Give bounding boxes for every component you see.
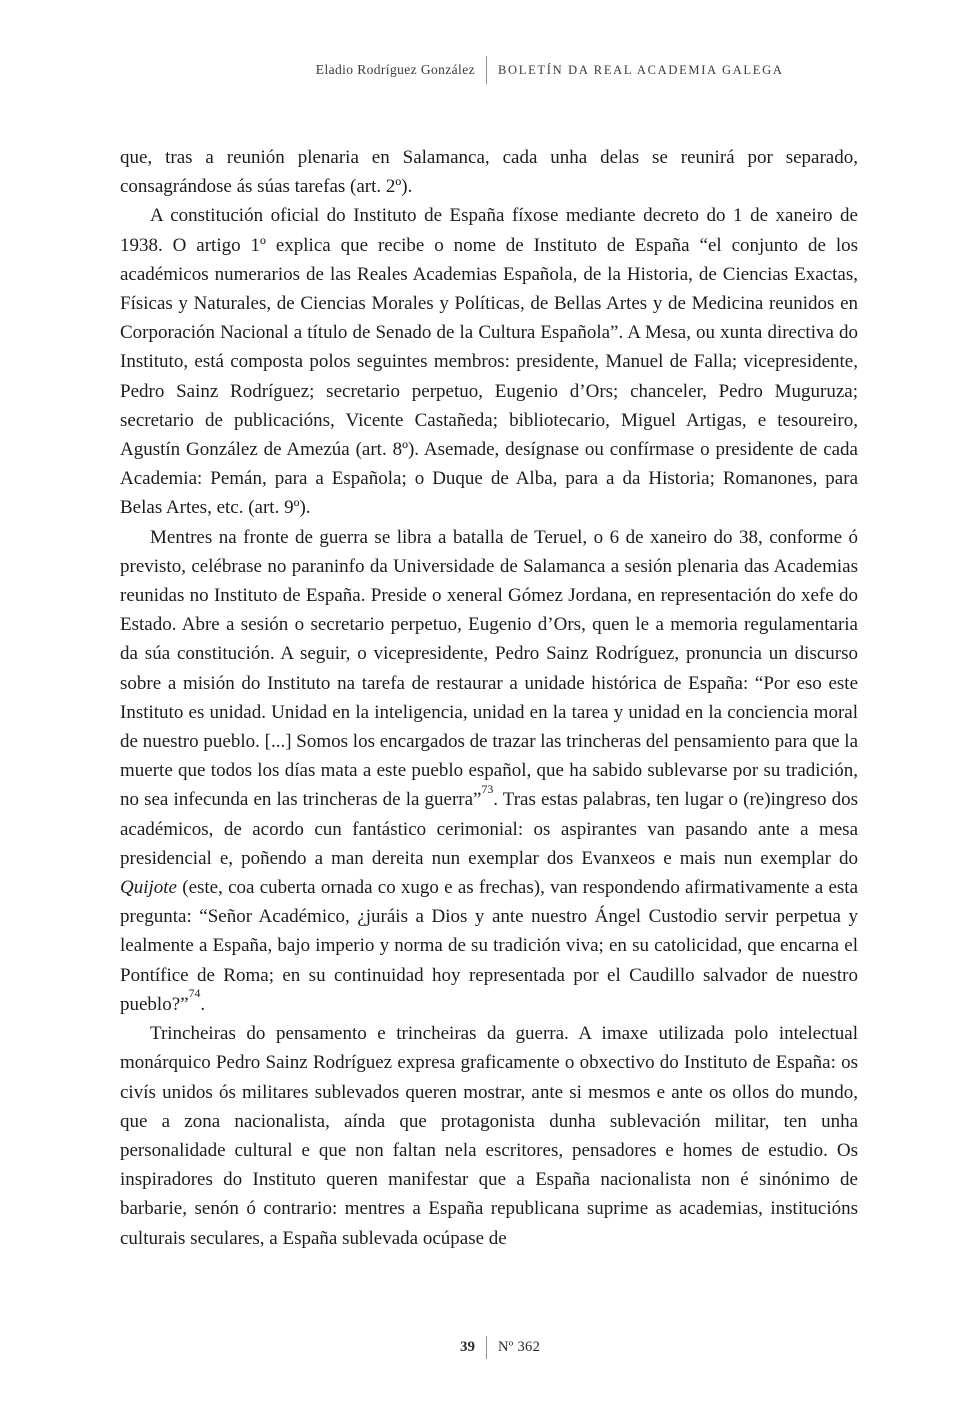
running-head-journal: BOLETÍN DA REAL ACADEMIA GALEGA — [498, 62, 784, 77]
text-run: Mentres na fronte de guerra se libra a batalla de Teruel, o 6 de xaneiro do 38, conforme ó previsto, celébrase no paraninfo da Universidade de Salamanca a sesión plenaria das Academias reunidas no Instituto de España. Preside o xeneral Gómez Jordana, en representación do xefe do Estado. Abre a sesión o secretario perpetuo, Eugenio d’Ors, quen le a memoria regulamentaria da súa constitución. A seguir, o vicepresidente, Pedro Sainz Rodríguez, pronuncia un discurso sobre a misión do Instituto na tarefa de restaurar a unidade histórica de España: “Por eso este Instituto es unidad. Unidad en la inteligencia, unidad en la tarea y unidad en la conciencia moral de nuestro pueblo. [...] Somos los encargados de trazar las trincheras del pensamiento para que la muerte que todos los días mata a este pueblo español, que ha sabido sublevarse por su tradición, no sea infecunda en las trincheras de la guerra” — [120, 526, 858, 811]
text-run: (este, coa cuberta ornada co xugo e as frechas), van respondendo afirmativamente a esta pregunta: “Señor Académico, ¿juráis a Dios y ante nuestro Ángel Custodio servir perpetua y lealmente a España, bajo imperio y norma de su tradición viva; en su catolicidad, que encarna el Pontífice de Roma; en su continuidad hoy representada por el Caudillo salvador de nuestro pueblo?” — [120, 877, 858, 1015]
page-number: 39 — [460, 1339, 475, 1355]
body-text — [120, 143, 858, 1253]
header-divider — [486, 56, 487, 84]
page-header — [120, 56, 858, 84]
italic-title: Quijote — [120, 877, 177, 899]
text-run: Trincheiras do pensamento e trincheiras da guerra. A imaxe utilizada polo intelectual monárquico Pedro Sainz Rodríguez expresa graficamente o obxectivo do Instituto de España: os civís unidos ós militares sublevados queren mostrar, ante si mesmos e ante os ollos do mundo, que a zona nacionalista, aínda que protagonista dunha sublevación militar, ten unha personalidade cultural e que non faltan nela escritores, pensadores e homes de estudio. Os inspiradores do Instituto queren manifestar que a España nacionalista non é sinónimo de barbarie, senón ó contrario: mentres a España republicana suprime as academias, institucións culturais seculares, a España sublevada ocúpase de — [120, 1023, 858, 1249]
paragraph — [120, 523, 858, 1019]
text-run: . — [200, 993, 206, 1015]
text-run: . Tras estas palabras, ten lugar o (re)ingreso dos académicos, de acordo cun fantástico cerimonial: os aspirantes van pasando ante a mesa presidencial e, poñendo a man dereita nun exemplar dos Evanxeos e mais nun exemplar do — [120, 789, 858, 869]
footer-divider — [486, 1336, 487, 1359]
text-run: que, tras a reunión plenaria en Salamanca, cada unha delas se reunirá por separado, consagrándose ás súas tarefas (art. 2º). — [120, 147, 858, 198]
page-footer — [120, 1336, 858, 1359]
paragraph — [120, 1019, 858, 1253]
issue-number: Nº 362 — [498, 1339, 541, 1355]
footnote-reference: 74 — [188, 987, 201, 1001]
paragraph — [120, 143, 858, 201]
paragraph — [120, 201, 858, 522]
running-head-author: Eladio Rodríguez González — [315, 62, 475, 77]
footnote-reference: 73 — [481, 782, 494, 796]
text-run: A constitución oficial do Instituto de España fíxose mediante decreto do 1 de xaneiro de 1938. O artigo 1º explica que recibe o nome de Instituto de España “el conjunto de los académicos numerarios de las Reales Academias Española, de la Historia, de Ciencias Exactas, Físicas y Naturales, de Ciencias Morales y Políticas, de Bellas Artes y de Medicina reunidos en Corporación Nacional a título de Senado de la Cultura Española”. A Mesa, ou xunta directiva do Instituto, está composta polos seguintes membros: presidente, Manuel de Falla; vicepresidente, Pedro Sainz Rodríguez; secretario perpetuo, Eugenio d’Ors; chanceler, Pedro Muguruza; secretario de publicacións, Vicente Castañeda; bibliotecario, Miguel Artigas, e tesoureiro, Agustín González de Amezúa (art. 8º). Asemade, desígnase ou confírmase o presidente de cada Academia: Pemán, para a Española; o Duque de Alba, para a da Historia; Romanones, para Belas Artes, etc. (art. 9º). — [120, 205, 858, 519]
